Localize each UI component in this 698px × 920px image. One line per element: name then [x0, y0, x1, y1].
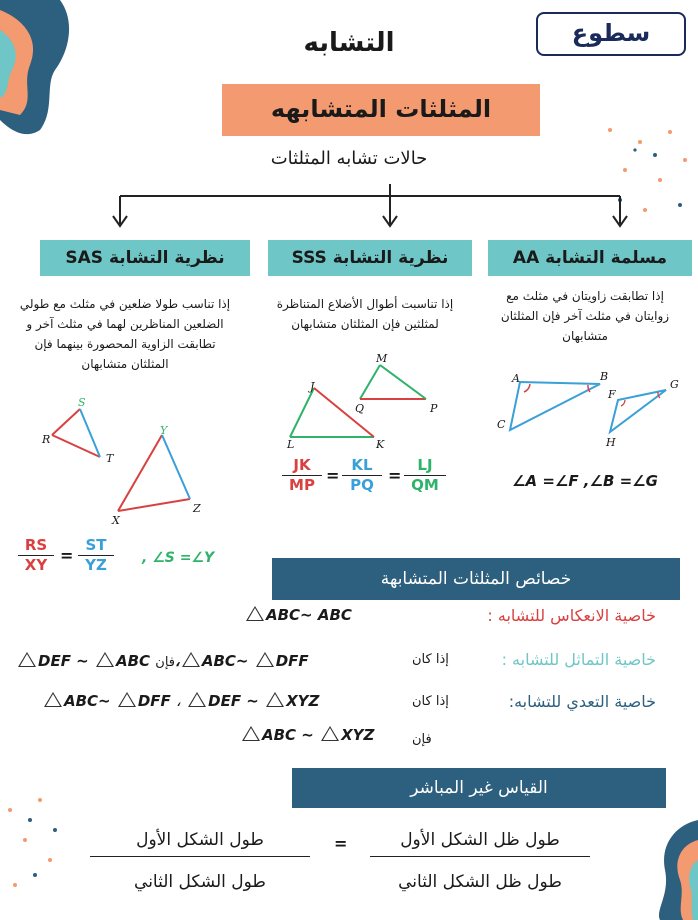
case-tab-sss: نظرية التشابة SSS — [268, 240, 472, 276]
fraction-denominator: QM — [411, 476, 439, 494]
transitive-then: فإن — [412, 732, 432, 747]
page-title: التشابه — [303, 28, 395, 58]
symmetric-b: ABC~ — [201, 652, 249, 670]
transitive-expression-2 — [240, 726, 374, 744]
aa-triangles-figure — [490, 370, 690, 450]
transitive-if: إذا كان — [412, 694, 449, 709]
reflexive-expr-text: ABC~ ABC — [266, 606, 352, 624]
reflexive-label: خاصية الانعكاس للتشابه : — [487, 606, 656, 625]
transitive-a: XYZ — [286, 692, 320, 710]
fraction-jk-mp — [282, 456, 322, 494]
sas-angle-result: , ∠S =∠Y — [142, 550, 215, 566]
sss-description — [250, 294, 480, 334]
vertex-label: T — [106, 452, 114, 465]
fraction-numerator: JK — [282, 456, 322, 476]
triangle-icon — [188, 692, 206, 707]
transitive-e: XYZ — [341, 726, 375, 744]
section-banner-text: المثلثات المتشابهه — [270, 95, 492, 123]
triangle-icon — [44, 692, 62, 707]
vertex-label: P — [430, 402, 438, 415]
vertex-label: L — [287, 438, 295, 451]
fraction-denominator: XY — [24, 556, 48, 574]
triangle-icon — [118, 692, 136, 707]
transitive-d: ABC~ — [64, 692, 111, 710]
vertex-label: M — [376, 352, 388, 365]
symmetric-a: DFF — [275, 652, 309, 670]
sas-triangles-figure — [30, 395, 220, 525]
symmetric-then: فإن — [155, 655, 176, 670]
tree-connector — [100, 176, 640, 236]
triangle-icon — [182, 652, 200, 667]
right-numerator: طول ظل الشكل الأول — [400, 830, 560, 850]
symmetric-expression: DEF ~ ABC فإن، ABC~ DFF — [16, 652, 309, 670]
vertex-label: B — [600, 370, 609, 383]
sas-description — [0, 294, 250, 374]
aa-description — [480, 286, 690, 346]
fraction-lj-qm — [404, 456, 446, 494]
dots-decoration-bottom-left — [0, 790, 70, 910]
left-fraction-line — [90, 856, 310, 857]
sas-desc-line: الضلعين المناظرين لهما في مثلث آخر و — [26, 317, 224, 331]
brand-logo-text: سطوع — [571, 19, 651, 47]
indirect-title-bar: القياس غير المباشر — [292, 768, 666, 808]
symmetric-d: DEF ~ — [38, 652, 89, 670]
case-tab-aa: مسلمة التشابة AA — [488, 240, 692, 276]
equals-sign: = — [60, 546, 74, 565]
sss-desc-line: لمثلثين فإن المثلثان متشابهان — [291, 317, 439, 331]
symmetric-if: إذا كان — [412, 652, 449, 667]
corner-decoration-top-left — [0, 0, 80, 140]
aa-angle-result: ∠A =∠F ,∠B =∠G — [512, 472, 658, 490]
fraction-st-yz — [78, 536, 114, 574]
transitive-c: DFF — [137, 692, 171, 710]
equals-sign: = — [334, 834, 348, 853]
fraction-rs-xy — [18, 536, 54, 574]
fraction-denominator: PQ — [350, 476, 374, 494]
fraction-denominator: MP — [289, 476, 315, 494]
fraction-kl-pq — [342, 456, 382, 494]
aa-desc-line: متشابهان — [562, 329, 608, 343]
vertex-label: X — [112, 514, 120, 527]
left-denominator: طول الشكل الثاني — [134, 872, 266, 892]
triangle-icon — [242, 726, 260, 741]
sss-desc-line: إذا تناسبت أطوال الأضلاع المتناظرة — [276, 297, 454, 311]
corner-decoration-bottom-right — [625, 800, 698, 920]
fraction-denominator: YZ — [85, 556, 107, 574]
vertex-label: G — [670, 378, 679, 391]
vertex-label: J — [310, 380, 315, 393]
sas-desc-line: المثلثان متشابهان — [81, 357, 169, 371]
triangle-icon — [256, 652, 274, 667]
vertex-label: K — [376, 438, 385, 451]
left-numerator: طول الشكل الأول — [136, 830, 264, 850]
triangle-icon — [321, 726, 339, 741]
vertex-label: S — [78, 396, 86, 409]
fraction-numerator: ST — [78, 536, 114, 556]
fraction-numerator: LJ — [404, 456, 446, 476]
aa-desc-line: زوايتان في مثلث آخر فإن المثلثان — [500, 309, 670, 323]
vertex-label: F — [608, 388, 616, 401]
equals-sign: = — [326, 466, 340, 485]
vertex-label: Z — [193, 502, 201, 515]
cases-title: حالات تشابه المثلثات — [270, 148, 428, 169]
fraction-numerator: KL — [342, 456, 382, 476]
right-denominator: طول ظل الشكل الثاني — [398, 872, 562, 892]
transitive-label: خاصية التعدي للتشابه: — [508, 692, 656, 711]
triangle-icon — [96, 652, 114, 667]
vertex-label: C — [497, 418, 506, 431]
triangle-icon — [18, 652, 36, 667]
triangle-icon — [266, 692, 284, 707]
triangle-icon — [246, 606, 264, 621]
reflexive-expression — [244, 606, 352, 624]
transitive-expression-1: ABC~ DFF ، DEF ~ XYZ — [42, 692, 319, 710]
vertex-label: A — [512, 372, 520, 385]
vertex-label: Q — [355, 402, 365, 415]
transitive-f: ABC ~ — [262, 726, 314, 744]
properties-title-bar: خصائص المثلثات المتشابهة — [272, 558, 680, 600]
section-banner — [222, 84, 540, 136]
vertex-label: R — [42, 433, 51, 446]
transitive-b: DEF ~ — [208, 692, 259, 710]
vertex-label: Y — [160, 424, 168, 437]
case-tab-sas: نظرية التشابة SAS — [40, 240, 250, 276]
sss-triangles-figure — [280, 355, 450, 455]
aa-desc-line: إذا تطابقت زاويتان في مثلث مع — [506, 289, 664, 303]
fraction-numerator: RS — [18, 536, 54, 556]
right-fraction-line — [370, 856, 590, 857]
sas-desc-line: إذا تناسب طولا ضلعين في مثلث مع طولي — [19, 297, 231, 311]
vertex-label: H — [606, 436, 616, 449]
symmetric-c: ABC — [115, 652, 151, 670]
sas-desc-line: تطابقت الزاوية المحصورة بينهما فإن — [34, 337, 216, 351]
equals-sign: = — [388, 466, 402, 485]
symmetric-label: خاصية التماثل للتشابه : — [501, 650, 656, 669]
